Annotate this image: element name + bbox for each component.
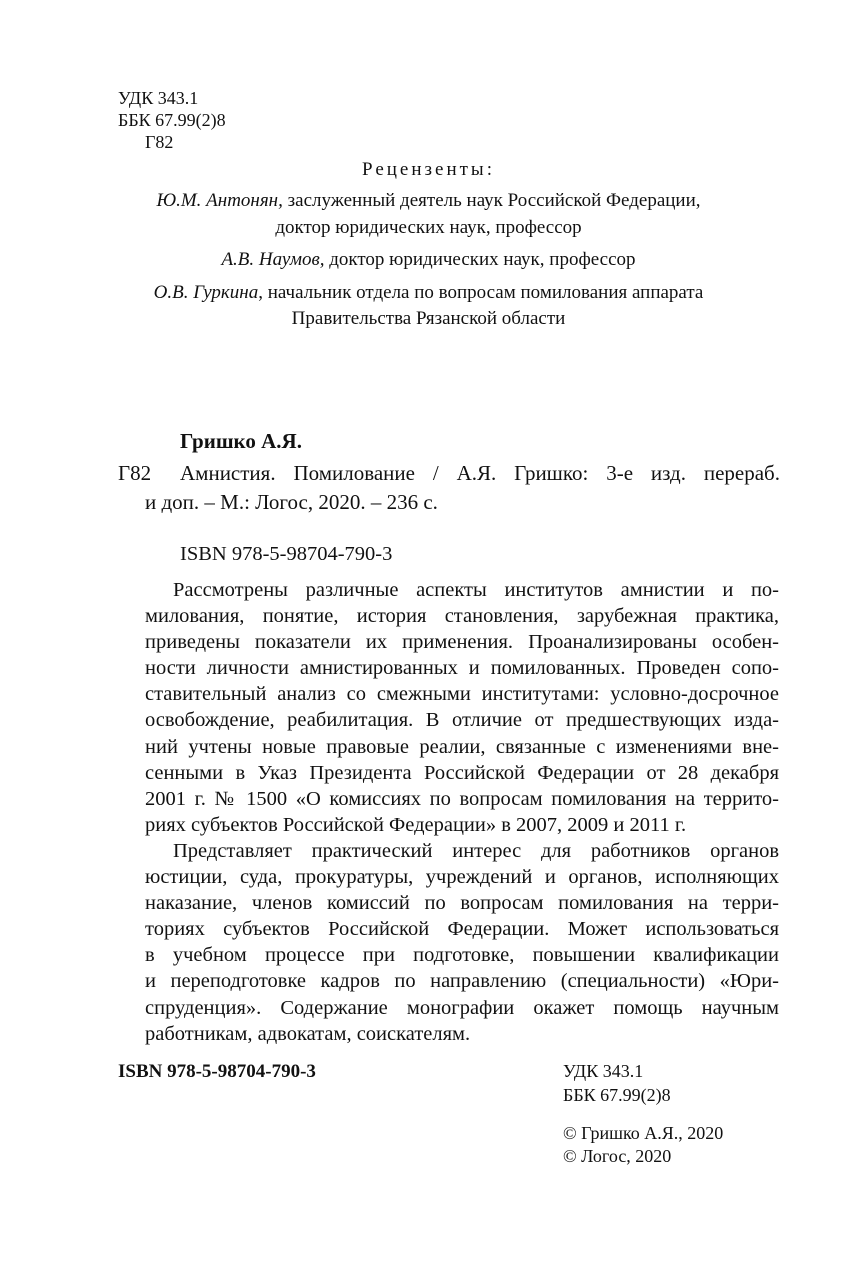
abstract-line: Представляет практический интерес для работников органов bbox=[173, 840, 779, 862]
reviewer-1-degree: доктор юридических наук, профессор bbox=[275, 217, 582, 238]
abstract-line: освобождение, реабилитация. В отличие от предшествующих изда- bbox=[145, 709, 779, 732]
reviewer-3-org: Правительства Рязанской области bbox=[291, 308, 566, 329]
reviewer-3-title: , начальник отдела по вопросам помилования аппарата bbox=[258, 282, 704, 303]
reviewer-1-title: заслуженный деятель наук Российской Федерации, bbox=[282, 190, 701, 211]
abstract-line: 2001 г. № 1500 «О комиссиях по вопросам помилования на террито- bbox=[145, 787, 779, 810]
abstract-line: ности личности амнистированных и помилованных. Проведен сопо- bbox=[145, 657, 779, 680]
abstract-line: спруденция». Содержание монографии окажет помощь научным bbox=[145, 996, 779, 1019]
reviewer-1 bbox=[0, 190, 857, 212]
abstract-line: Рассмотрены различные аспекты институтов амнистии и по- bbox=[173, 579, 779, 601]
reviewer-1-name: Ю.М. Антонян, bbox=[156, 190, 283, 211]
abstract-line: в учебном процессе при подготовке, повышении квалификации bbox=[145, 944, 779, 967]
abstract-line: юстиции, суда, прокуратуры, учреждений и органов, исполняющих bbox=[145, 866, 779, 889]
abstract-paragraph-2 bbox=[145, 838, 779, 1047]
reviewer-2-title: доктор юридических наук, профессор bbox=[324, 249, 636, 270]
reviewer-2 bbox=[0, 249, 857, 271]
bib-title-line: Амнистия. Помилование / А.Я. Гришко: 3-е изд. перераб. bbox=[180, 461, 780, 485]
footer-bbk: ББК 67.99(2)8 bbox=[563, 1085, 671, 1105]
abstract-line: милования, понятие, история становления, зарубежная практика, bbox=[145, 605, 779, 628]
book-author: Гришко А.Я. bbox=[180, 429, 302, 453]
bbk-code: ББК 67.99(2)8 bbox=[118, 110, 226, 130]
bib-imprint-line: и доп. – М.: Логос, 2020. – 236 с. bbox=[145, 490, 438, 514]
abstract-line: ториях субъектов Российской Федерации. Может использоваться bbox=[145, 918, 779, 941]
abstract-line: наказание, членов комиссий по вопросам помилования на терри- bbox=[145, 892, 779, 915]
copyright-author: © Гришко А.Я., 2020 bbox=[563, 1123, 724, 1143]
udk-code: УДК 343.1 bbox=[118, 88, 199, 108]
reviewer-3 bbox=[0, 282, 857, 304]
abstract-line: приведены показатели их применения. Проанализированы особен- bbox=[145, 631, 779, 654]
author-mark: Г82 bbox=[145, 132, 174, 152]
reviewer-2-name: А.В. Наумов, bbox=[221, 249, 325, 270]
copyright-publisher: © Логос, 2020 bbox=[563, 1146, 672, 1166]
bib-author-mark: Г82 bbox=[118, 461, 152, 485]
bib-isbn: ISBN 978-5-98704-790-3 bbox=[180, 543, 393, 565]
abstract-line: риях субъектов Российской Федерации» в 2007, 2009 и 2011 г. bbox=[145, 813, 687, 836]
abstract-paragraph-1 bbox=[145, 577, 779, 838]
abstract-line: работникам, адвокатам, соискателям. bbox=[145, 1022, 471, 1045]
abstract-line: сенными в Указ Президента Российской Федерации от 28 декабря bbox=[145, 761, 779, 784]
abstract-line: ний учтены новые правовые реалии, связанные с изменениями вне- bbox=[145, 735, 779, 758]
abstract-line: ставительный анализ со смежными институтами: условно-досрочное bbox=[145, 683, 779, 706]
reviewers-heading: Рецензенты: bbox=[362, 159, 495, 180]
footer-isbn: ISBN 978-5-98704-790-3 bbox=[118, 1061, 316, 1082]
reviewer-3-name: О.В. Гуркина bbox=[153, 282, 259, 303]
footer-udk: УДК 343.1 bbox=[563, 1061, 644, 1081]
abstract-line: и переподготовке кадров по направлению (специальности) «Юри- bbox=[145, 970, 779, 993]
